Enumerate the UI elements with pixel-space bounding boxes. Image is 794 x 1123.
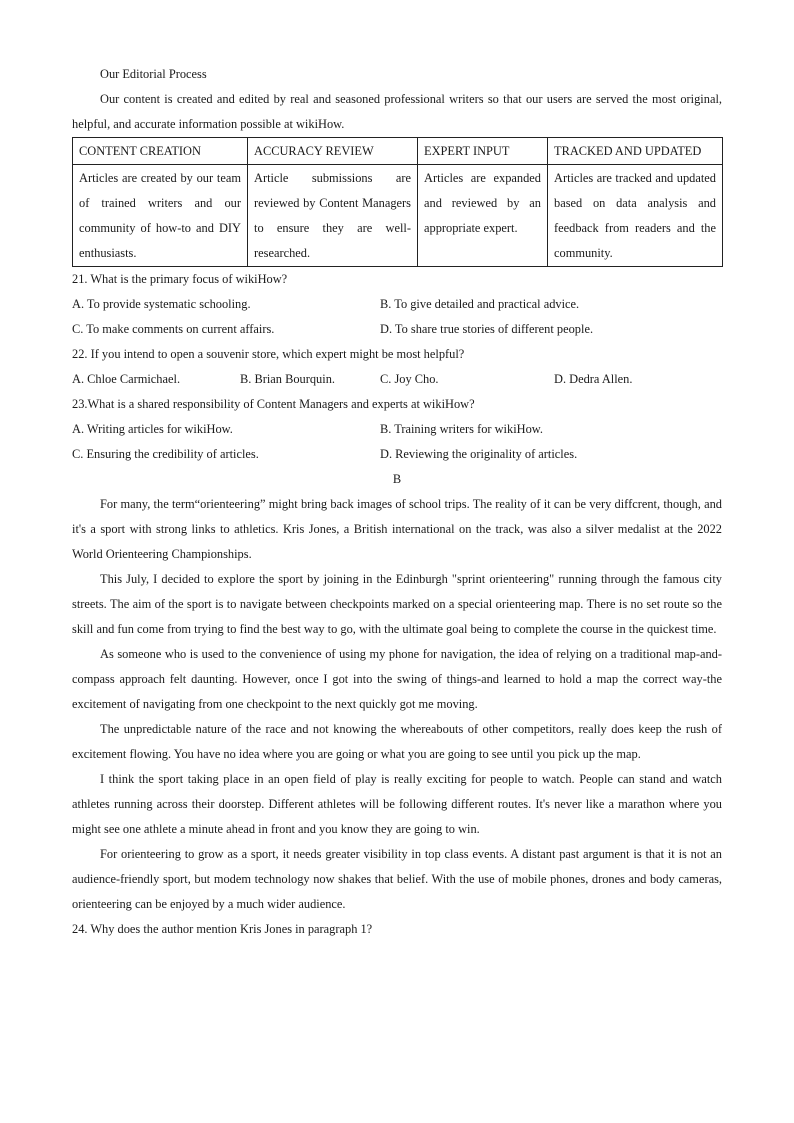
passage-paragraph-5: I think the sport taking place in an open field of play is really exciting for people to watch. People can stand and watch athletes running across their doorstep. Different athletes will be following different routes. It's never like a marathon where you might see one athlete a minute ahead in front and you know they are going to win.: [72, 772, 722, 836]
option-23-d: D. Reviewing the originality of articles.: [380, 447, 578, 461]
option-23-c: C. Ensuring the credibility of articles.: [72, 447, 259, 461]
option-21-d: D. To share true stories of different people.: [380, 322, 594, 336]
option-22-d: D. Dedra Allen.: [554, 372, 633, 386]
passage-paragraph-2: This July, I decided to explore the sport by joining in the Edinburgh "sprint orienteering" running through the famous city streets. The aim of the sport is to navigate between checkpoints marked on a special orienteering map. There is no set route so the skill and fun come from trying to find the best way to go, with the ultimate goal being to complete the course in the quickest time.: [72, 572, 722, 636]
document-page: [72, 62, 722, 942]
question-21-options-row-1: [72, 292, 722, 317]
header-content-creation: CONTENT CREATION: [73, 138, 248, 165]
passage-paragraph-3: As someone who is used to the convenience of using my phone for navigation, the idea of relying on a traditional map-and-compass approach felt daunting. However, once I got into the swing of things-and learned to hold a map the correct way-the excitement of navigating from one checkpoint to the next quickly got me moving.: [72, 647, 722, 711]
question-23-stem: 23.What is a shared responsibility of Content Managers and experts at wikiHow?: [72, 397, 475, 411]
passage-paragraph-1: For many, the term“orienteering” might bring back images of school trips. The reality of it can be very diffcrent, though, and it's a sport with strong links to athletics. Kris Jones, a British international on the track, was also a silver medalist at the 2022 World Orienteering Championships.: [72, 497, 722, 561]
question-21-options-row-2: [72, 317, 722, 342]
option-22-a: A. Chloe Carmichael.: [72, 372, 181, 386]
question-22-options-row: [72, 367, 722, 392]
option-21-b: B. To give detailed and practical advice.: [380, 297, 580, 311]
header-accuracy-review: ACCURACY REVIEW: [248, 138, 418, 165]
editorial-process-table: [72, 137, 723, 267]
cell-accuracy-review: Article submissions are reviewed by Content Managers to ensure they are well-researched.: [248, 165, 418, 267]
section-b-label: B: [392, 472, 402, 486]
passage-paragraph-6: For orienteering to grow as a sport, it needs greater visibility in top class events. A distant past argument is that it is not an audience-friendly sport, but modem technology now shakes that belief. With the use of mobile phones, drones and body cameras, orienteering can be enjoyed by a much wider audience.: [72, 847, 722, 911]
option-22-c: C. Joy Cho.: [380, 372, 439, 386]
option-21-c: C. To make comments on current affairs.: [72, 322, 275, 336]
header-tracked-updated: TRACKED AND UPDATED: [548, 138, 723, 165]
passage-paragraph-4: The unpredictable nature of the race and not knowing the whereabouts of other competitors, really does keep the rush of excitement flowing. You have no idea where you are going or what you are going to see until you pick up the map.: [72, 722, 722, 761]
question-23-options-row-1: [72, 417, 722, 442]
option-23-a: A. Writing articles for wikiHow.: [72, 422, 233, 436]
header-expert-input: EXPERT INPUT: [418, 138, 548, 165]
cell-expert-input: Articles are expanded and reviewed by an appropriate expert.: [418, 165, 548, 267]
editorial-intro: Our content is created and edited by real and seasoned professional writers so that our users are served the most original, helpful, and accurate information possible at wikiHow.: [72, 92, 722, 131]
table-header-row: [73, 138, 723, 165]
question-21-stem: 21. What is the primary focus of wikiHow?: [72, 272, 288, 286]
option-21-a: A. To provide systematic schooling.: [72, 297, 251, 311]
editorial-heading: Our Editorial Process: [100, 67, 207, 81]
option-22-b: B. Brian Bourquin.: [240, 372, 335, 386]
question-22-stem: 22. If you intend to open a souvenir store, which expert might be most helpful?: [72, 347, 465, 361]
question-23-options-row-2: [72, 442, 722, 467]
question-24-stem: 24. Why does the author mention Kris Jones in paragraph 1?: [72, 922, 373, 936]
option-23-b: B. Training writers for wikiHow.: [380, 422, 544, 436]
table-row: [73, 165, 723, 267]
cell-tracked-updated: Articles are tracked and updated based on data analysis and feedback from readers and the community.: [548, 165, 723, 267]
cell-content-creation: Articles are created by our team of trained writers and our community of how-to and DIY enthusiasts.: [73, 165, 248, 267]
